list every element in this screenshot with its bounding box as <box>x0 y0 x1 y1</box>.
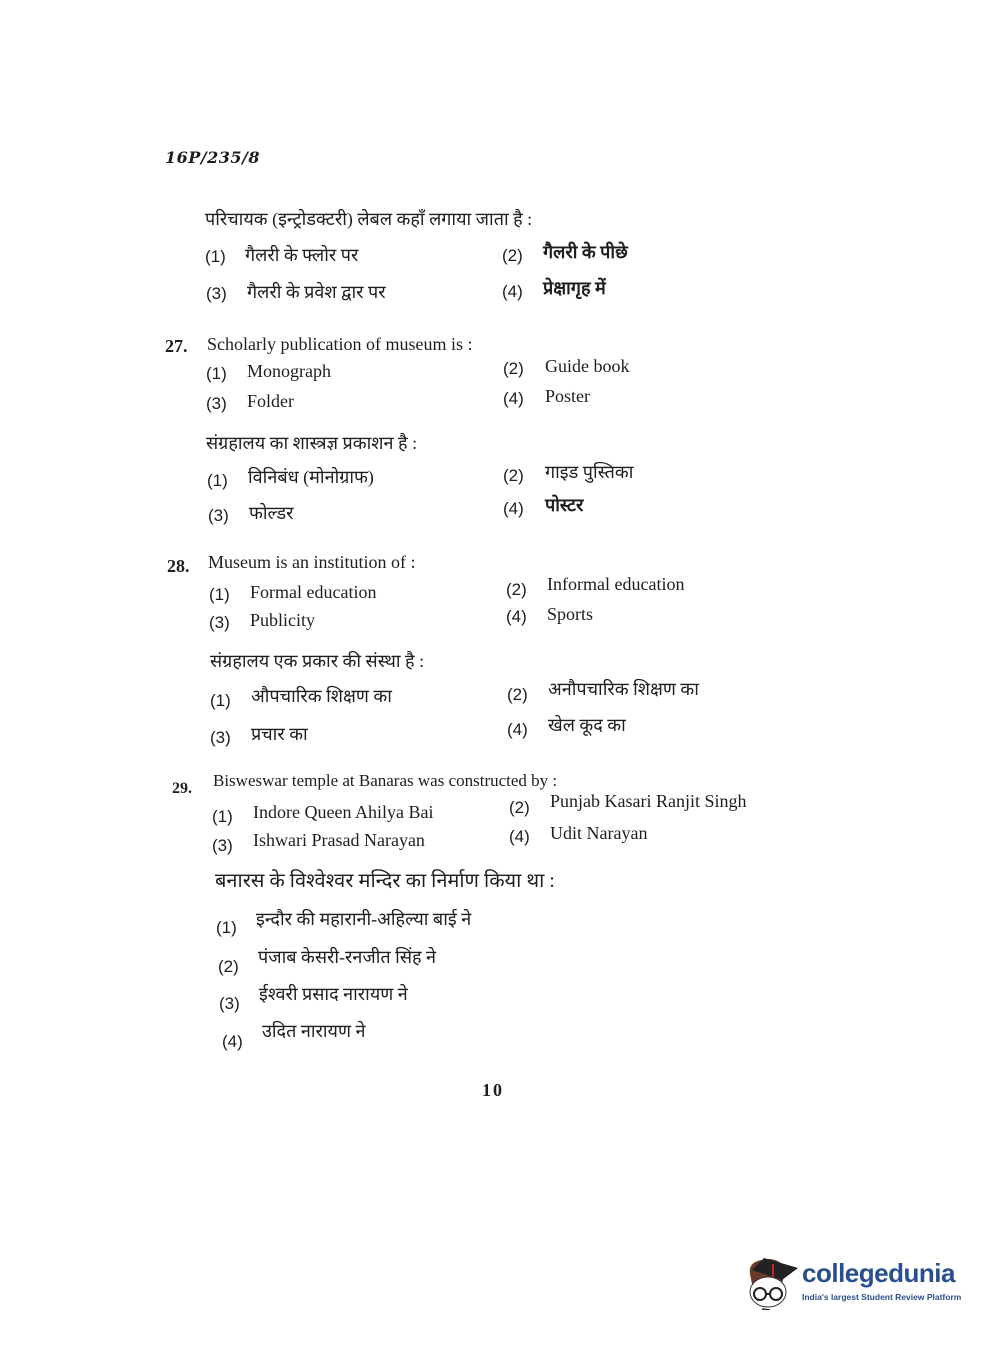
option-text: पोस्टर <box>545 495 584 515</box>
option-text: Folder <box>247 391 294 411</box>
option-number: (1) <box>210 691 231 710</box>
option-text: प्रचार का <box>251 724 308 744</box>
option-text: Informal education <box>547 574 685 594</box>
question-stem-hindi: संग्रहालय एक प्रकार की संस्था है : <box>210 651 425 671</box>
collegedunia-watermark <box>740 1248 970 1320</box>
student-mascot-icon <box>742 1254 798 1310</box>
question-number: 28. <box>167 556 190 576</box>
option-number: (2) <box>509 798 530 817</box>
option-text: गैलरी के पीछे <box>543 242 628 262</box>
option-text: गैलरी के फ्लोर पर <box>245 245 359 265</box>
question-number: 29. <box>172 780 192 797</box>
option-text: फोल्डर <box>249 503 294 523</box>
question-number: 27. <box>165 336 188 356</box>
option-number: (1) <box>212 807 233 826</box>
brand-tagline: India's largest Student Review Platform <box>802 1292 962 1302</box>
option-text: ईश्वरी प्रसाद नारायण ने <box>259 984 408 1004</box>
option-text: विनिबंध (मोनोग्राफ) <box>248 467 374 487</box>
page-number: 10 <box>482 1080 504 1100</box>
question-stem-hindi: संग्रहालय का शास्त्रज्ञ प्रकाशन है : <box>206 433 418 453</box>
option-text: Indore Queen Ahilya Bai <box>253 802 434 822</box>
option-text: गाइड पुस्तिका <box>545 462 634 482</box>
option-number: (4) <box>222 1032 243 1051</box>
option-number: (4) <box>503 499 524 518</box>
option-text: प्रेक्षागृह में <box>543 278 606 298</box>
option-number: (1) <box>205 247 226 266</box>
option-text: Sports <box>547 604 594 624</box>
option-number: (4) <box>503 389 524 408</box>
option-text: अनौपचारिक शिक्षण का <box>548 679 699 699</box>
option-number: (4) <box>502 282 523 301</box>
option-number: (2) <box>503 359 524 378</box>
option-text: Ishwari Prasad Narayan <box>253 830 425 850</box>
question-stem-hindi: बनारस के विश्वेश्वर मन्दिर का निर्माण किया था : <box>215 870 555 892</box>
option-number: (3) <box>208 506 229 525</box>
option-text: Poster <box>545 386 590 406</box>
paper-code: 16P/235/8 <box>165 148 261 167</box>
option-number: (1) <box>207 471 228 490</box>
option-number: (3) <box>212 836 233 855</box>
question-stem-hindi: परिचायक (इन्ट्रोडक्टरी) लेबल कहाँ लगाया जाता है : <box>205 209 533 229</box>
option-text: इन्दौर की महारानी-अहिल्या बाई ने <box>256 909 472 929</box>
option-number: (4) <box>507 720 528 739</box>
option-text: गैलरी के प्रवेश द्वार पर <box>247 282 386 302</box>
option-number: (1) <box>209 585 230 604</box>
option-number: (3) <box>206 394 227 413</box>
option-number: (3) <box>206 284 227 303</box>
question-stem: Scholarly publication of museum is : <box>207 334 473 354</box>
option-text: Publicity <box>250 610 316 630</box>
option-text: उदित नारायण ने <box>262 1021 366 1041</box>
option-number: (3) <box>219 994 240 1013</box>
option-text: Formal education <box>250 582 377 602</box>
option-text: औपचारिक शिक्षण का <box>251 686 392 706</box>
option-text: Monograph <box>247 361 331 381</box>
question-stem: Museum is an institution of : <box>208 552 416 572</box>
option-text: खेल कूद का <box>548 715 626 735</box>
option-number: (2) <box>502 246 523 265</box>
option-number: (2) <box>218 957 239 976</box>
brand-name: collegedunia <box>802 1258 955 1288</box>
option-text: पंजाब केसरी-रनजीत सिंह ने <box>258 947 437 967</box>
option-number: (4) <box>506 607 527 626</box>
option-text: Udit Narayan <box>550 823 648 843</box>
question-stem: Bisweswar temple at Banaras was constructed by : <box>213 771 558 790</box>
option-number: (4) <box>509 827 530 846</box>
option-number: (2) <box>506 580 527 599</box>
option-number: (2) <box>507 685 528 704</box>
option-number: (1) <box>206 364 227 383</box>
option-number: (3) <box>209 613 230 632</box>
option-number: (2) <box>503 466 524 485</box>
option-text: Guide book <box>545 356 630 376</box>
option-text: Punjab Kasari Ranjit Singh <box>550 791 747 811</box>
option-number: (1) <box>216 918 237 937</box>
option-number: (3) <box>210 728 231 747</box>
